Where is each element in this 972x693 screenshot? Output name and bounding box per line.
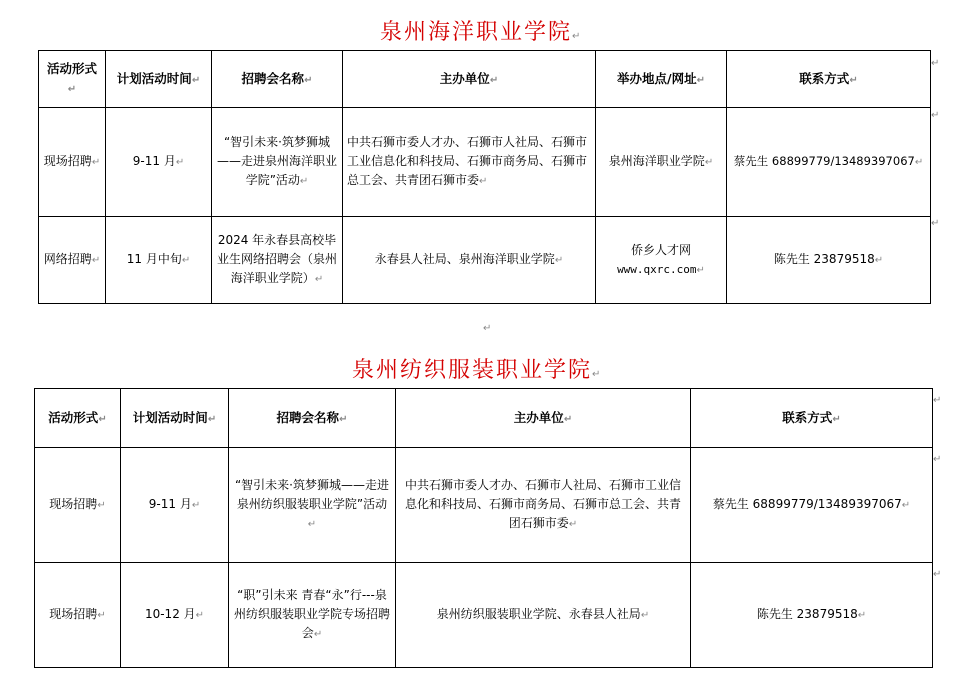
cell-time: 9-11 月↵ [106,108,212,217]
cell-contact: 蔡先生 68899779/13489397067↵ [691,448,933,563]
section2-table [34,388,933,668]
header-cell: 计划活动时间↵ [121,389,229,448]
section2-title: 泉州纺织服装职业学院↵ [352,358,603,383]
row-end-mark: ↵ [931,218,940,229]
cell-time: 10-12 月↵ [121,563,229,668]
table-row [39,108,931,217]
row-end-mark: ↵ [931,58,940,69]
header-cell: 联系方式↵ [691,389,933,448]
header-cell: 计划活动时间↵ [106,51,212,108]
header-cell: 主办单位↵ [396,389,691,448]
header-cell: 主办单位↵ [343,51,596,108]
cell-location [596,217,727,304]
cell-form: 现场招聘↵ [35,563,121,668]
section1-title: 泉州海洋职业学院↵ [380,20,583,45]
section1-table [38,50,931,304]
header-cell: 招聘会名称↵ [212,51,343,108]
header-cell: 活动形式↵ [35,389,121,448]
cell-name: “智引未来·筑梦狮城——走进泉州纺织服装职业学院”活动↵ [229,448,396,563]
table-row [35,563,933,668]
cell-contact: 陈先生 23879518↵ [691,563,933,668]
cell-contact: 陈先生 23879518↵ [727,217,931,304]
header-cell: 招聘会名称↵ [229,389,396,448]
header-cell: 联系方式↵ [727,51,931,108]
cell-form: 现场招聘↵ [39,108,106,217]
table-row [39,217,931,304]
header-cell: 活动形式↵ [39,51,106,108]
cell-form: 现场招聘↵ [35,448,121,563]
row-end-mark: ↵ [933,454,942,465]
header-cell: 举办地点/网址↵ [596,51,727,108]
cell-form: 网络招聘↵ [39,217,106,304]
cell-name: “职”引未来 青春“永”行---泉州纺织服装职业学院专场招聘会↵ [229,563,396,668]
cell-name: 2024 年永春县高校毕业生网络招聘会（泉州海洋职业学院）↵ [212,217,343,304]
table-header-row [39,51,931,108]
cell-contact: 蔡先生 68899779/13489397067↵ [727,108,931,217]
cell-location: 泉州海洋职业学院↵ [596,108,727,217]
table-row [35,448,933,563]
cell-organizer: 永春县人社局、泉州海洋职业学院↵ [343,217,596,304]
cell-time: 11 月中旬↵ [106,217,212,304]
cell-organizer: 中共石狮市委人才办、石狮市人社局、石狮市工业信息化和科技局、石狮市商务局、石狮市总工会、共青团石狮市委↵ [396,448,691,563]
location-site-name: 侨乡人才网 [630,242,691,257]
row-end-mark: ↵ [933,569,942,580]
cell-organizer: 泉州纺织服装职业学院、永春县人社局↵ [396,563,691,668]
cell-time: 9-11 月↵ [121,448,229,563]
paragraph-mark: ↵ [483,323,492,334]
cell-name: “智引未来·筑梦狮城——走进泉州海洋职业学院”活动↵ [212,108,343,217]
cell-organizer: 中共石狮市委人才办、石狮市人社局、石狮市工业信息化和科技局、石狮市商务局、石狮市总工会、共青团石狮市委↵ [343,108,596,217]
table-header-row [35,389,933,448]
row-end-mark: ↵ [933,395,942,406]
location-url: www.qxrc.com↵ [617,262,705,276]
row-end-mark: ↵ [931,110,940,121]
